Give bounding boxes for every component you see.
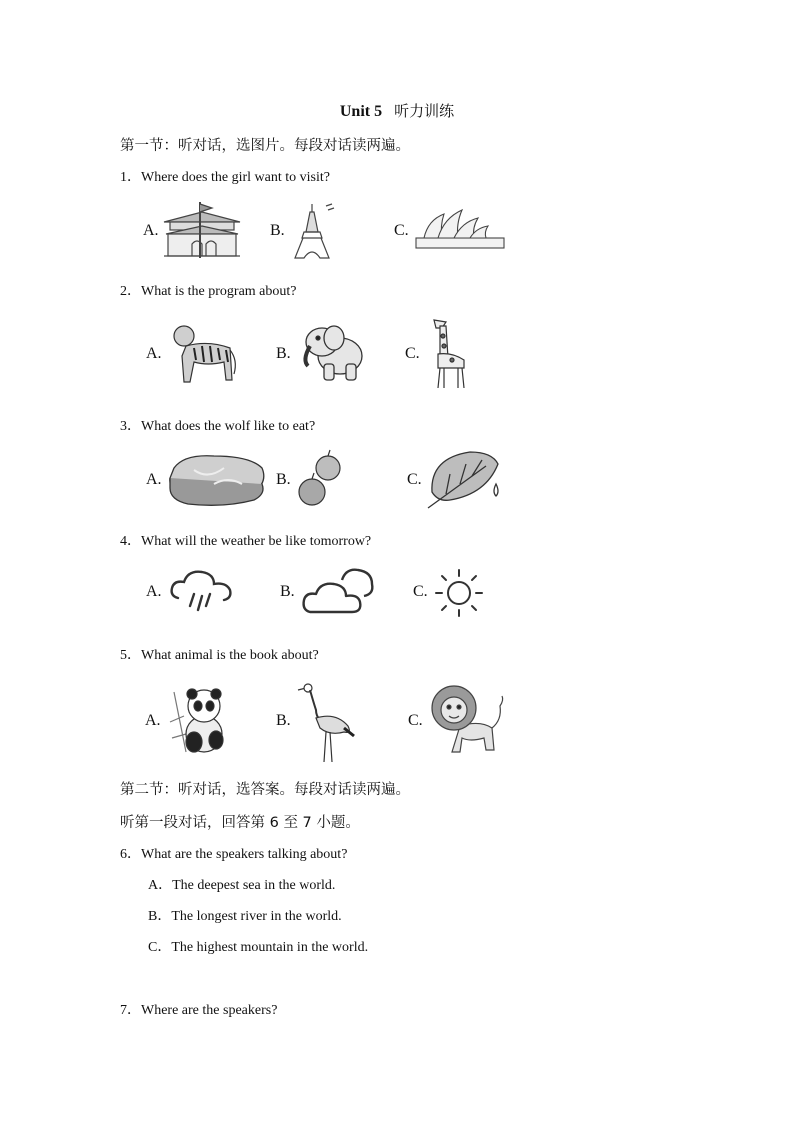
- q2-option-a-label: A.: [146, 345, 162, 362]
- q5-option-c-label: C.: [408, 712, 423, 729]
- apples-icon: [294, 448, 346, 510]
- lion-icon: [430, 680, 506, 760]
- question-3: 3．What does the wolf like to eat?: [120, 419, 316, 434]
- question-4: 4．What will the weather be like tomorrow?: [120, 534, 372, 549]
- q2-option-c-label: C.: [405, 345, 420, 362]
- tiananmen-icon: [162, 200, 242, 260]
- crane-icon: [296, 680, 356, 764]
- question-7: 7．Where are the speakers?: [120, 1003, 278, 1018]
- q3-option-a-label: A.: [146, 471, 162, 488]
- q3-option-c-label: C.: [407, 471, 422, 488]
- q1-option-c-label: C.: [394, 222, 409, 239]
- sun-icon: [434, 568, 484, 618]
- q1-option-a-label: A.: [143, 222, 159, 239]
- section2-heading: 第二节：听对话，选答案。每段对话读两遍。: [120, 782, 410, 798]
- meat-icon: [164, 450, 268, 506]
- q4-option-a-label: A.: [146, 583, 162, 600]
- elephant-icon: [296, 320, 366, 384]
- panda-icon: [166, 682, 230, 758]
- q5-option-a-label: A.: [145, 712, 161, 729]
- q5-option-b-label: B.: [276, 712, 291, 729]
- question-1: 1．Where does the girl want to visit?: [120, 170, 330, 185]
- q4-option-c-label: C.: [413, 583, 428, 600]
- question-2: 2．What is the program about?: [120, 284, 297, 299]
- unit-label: Unit 5: [339, 103, 383, 120]
- subtitle: 听力训练: [394, 102, 455, 120]
- leaf-icon: [426, 448, 506, 512]
- cloudy-icon: [302, 566, 378, 618]
- section2-instruction: 听第一段对话，回答第 6 至 7 小题。: [120, 815, 360, 831]
- rain-icon: [168, 568, 238, 618]
- giraffe-icon: [424, 314, 472, 390]
- q6-option-b: B．The longest river in the world.: [148, 909, 342, 924]
- page-title: [0, 100, 794, 121]
- q3-option-b-label: B.: [276, 471, 291, 488]
- q1-option-b-label: B.: [270, 222, 285, 239]
- q6-option-c: C．The highest mountain in the world.: [148, 940, 369, 955]
- eiffel-tower-icon: [290, 202, 338, 260]
- q2-option-b-label: B.: [276, 345, 291, 362]
- q6-option-a: A．The deepest sea in the world.: [148, 878, 336, 893]
- question-6: 6．What are the speakers talking about?: [120, 847, 348, 862]
- question-5: 5．What animal is the book about?: [120, 648, 319, 663]
- tiger-icon: [168, 320, 238, 386]
- q4-option-b-label: B.: [280, 583, 295, 600]
- section1-heading: 第一节：听对话，选图片。每段对话读两遍。: [120, 138, 410, 154]
- sydney-opera-house-icon: [414, 206, 506, 252]
